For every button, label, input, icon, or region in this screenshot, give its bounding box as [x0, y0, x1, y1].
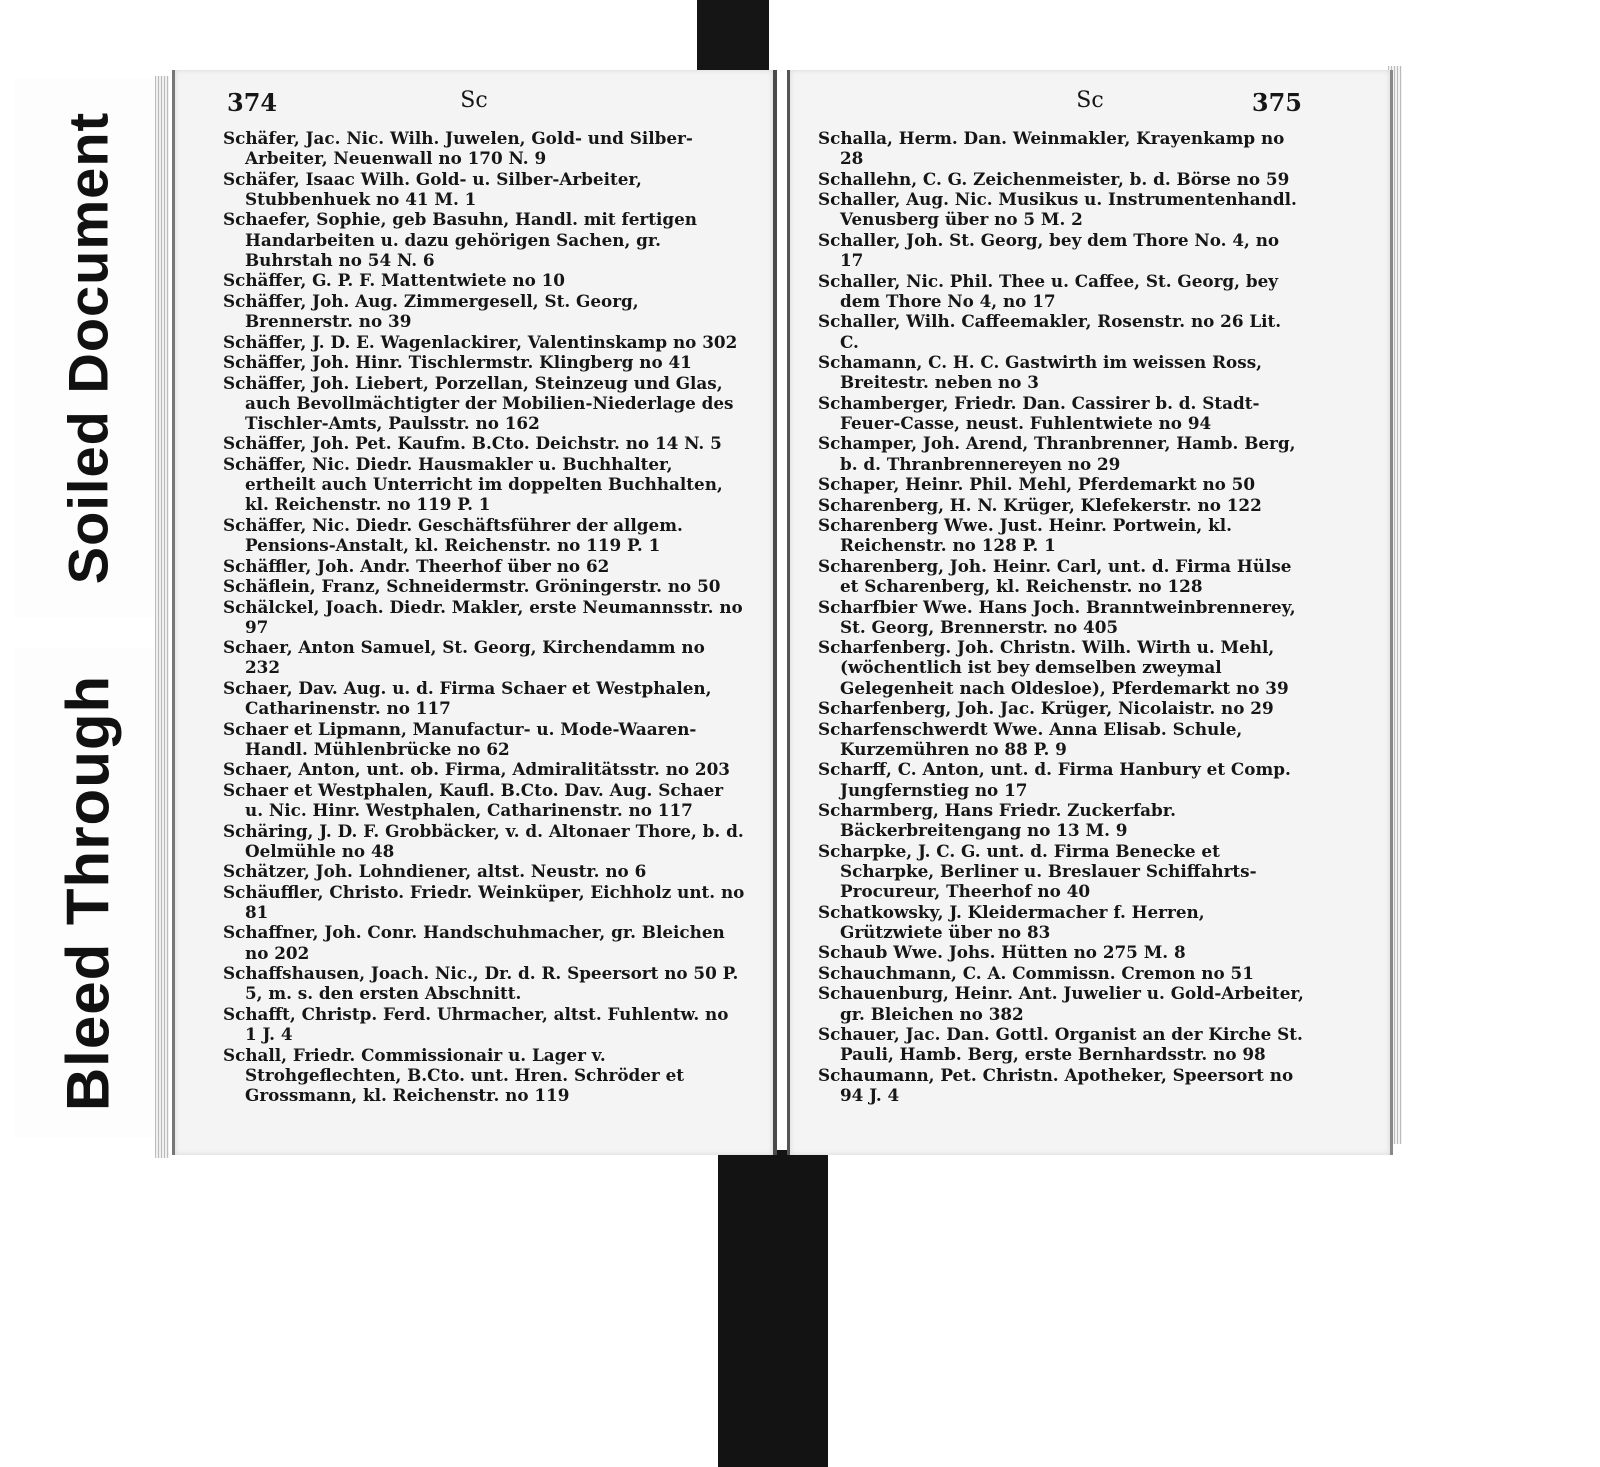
- directory-entry: Schaller, Aug. Nic. Musikus u. Instrumentenhandl. Venusberg über no 5 M. 2: [818, 189, 1297, 230]
- directory-entry: Schamper, Joh. Arend, Thranbrenner, Hamb. Berg, b. d. Thranbrennereyen no 29: [818, 433, 1296, 474]
- right-page-header: [790, 88, 1390, 128]
- binding-strip-top: [697, 0, 769, 74]
- directory-entry: Schaer, Anton, unt. ob. Firma, Admiralitätsstr. no 203: [223, 759, 730, 780]
- directory-entry: Schäffer, Joh. Aug. Zimmergesell, St. Georg, Brennerstr. no 39: [223, 290, 639, 332]
- directory-entry: Schaumann, Pet. Christn. Apotheker, Speersort no 94 J. 4: [818, 1064, 1294, 1105]
- directory-entry: Schätzer, Joh. Lohndiener, altst. Neustr. no 6: [223, 861, 647, 882]
- directory-entry: Schaer et Lipmann, Manufactur- u. Mode-Waaren-Handl. Mühlenbrücke no 62: [223, 718, 697, 759]
- soiled-document-label: Soiled Document: [56, 111, 120, 585]
- directory-entry: Schafft, Christp. Ferd. Uhrmacher, altst. Fuhlentw. no 1 J. 4: [223, 1003, 729, 1045]
- directory-entry: Schäflein, Franz, Schneidermstr. Gröningerstr. no 50: [223, 576, 721, 597]
- right-page-number: 375: [1251, 88, 1302, 117]
- directory-entry: Schaller, Joh. St. Georg, bey dem Thore No. 4, no 17: [818, 229, 1280, 271]
- directory-entry: Schaper, Heinr. Phil. Mehl, Pferdemarkt no 50: [818, 474, 1256, 495]
- directory-entry: Schauchmann, C. A. Commissn. Cremon no 51: [818, 962, 1254, 983]
- left-page: [172, 70, 777, 1155]
- right-running-head: Sc: [1076, 88, 1104, 113]
- directory-entry: Schauenburg, Heinr. Ant. Juwelier u. Gold-Arbeiter, gr. Bleichen no 382: [818, 983, 1304, 1024]
- left-running-head: Sc: [460, 88, 488, 113]
- left-page-number: 374: [227, 88, 278, 117]
- directory-entry: Scharfenberg, Joh. Jac. Krüger, Nicolaistr. no 29: [818, 698, 1274, 719]
- directory-entry: Schaffshausen, Joach. Nic., Dr. d. R. Speersort no 50 P. 5, m. s. den ersten Abschnitt.: [223, 963, 739, 1004]
- directory-entry: Schaub Wwe. Johs. Hütten no 275 M. 8: [818, 942, 1186, 963]
- directory-entry: Scharfenschwerdt Wwe. Anna Elisab. Schule, Kurzemühren no 88 P. 9: [818, 718, 1243, 759]
- directory-entry: Schaer, Dav. Aug. u. d. Firma Schaer et Westphalen, Catharinenstr. no 117: [223, 677, 712, 719]
- directory-entry: Schalla, Herm. Dan. Weinmakler, Krayenkamp no 28: [818, 128, 1285, 169]
- bleed-through-label: Bleed Through: [54, 674, 122, 1112]
- directory-entry: Schäffer, Joh. Pet. Kaufm. B.Cto. Deichstr. no 14 N. 5: [223, 433, 722, 454]
- directory-entry: Schaer et Westphalen, Kaufl. B.Cto. Dav. Aug. Schaer u. Nic. Hinr. Westphalen, Catharinenstr. no 117: [223, 779, 724, 821]
- directory-entry: Schäffer, Joh. Liebert, Porzellan, Steinzeug und Glas, auch Bevollmächtigter der Mobilien-Niederlage des Tischler-Amts, Paulsstr. no 162: [223, 372, 734, 433]
- directory-entry: Schäuffler, Christo. Friedr. Weinküper, Eichholz unt. no 81: [223, 881, 745, 922]
- directory-entry: Schamann, C. H. C. Gastwirth im weissen Ross, Breitestr. neben no 3: [818, 352, 1262, 393]
- directory-entry: Schallehn, C. G. Zeichenmeister, b. d. Börse no 59: [818, 168, 1290, 189]
- directory-entry: Schäffer, Nic. Diedr. Hausmakler u. Buchhalter, ertheilt auch Unterricht im doppelten Buchhalten, kl. Reichenstr. no 119 P. 1: [223, 453, 723, 515]
- page-stack-edge-left: [155, 76, 169, 1158]
- directory-entry: Schamberger, Friedr. Dan. Cassirer b. d. Stadt-Feuer-Casse, neust. Fuhlentwiete no 94: [818, 392, 1260, 433]
- directory-entry: Schäring, J. D. F. Grobbäcker, v. d. Altonaer Thore, b. d. Oelmühle no 48: [223, 820, 744, 861]
- directory-entry: Scharenberg, H. N. Krüger, Klefekerstr. no 122: [818, 494, 1262, 515]
- directory-entry: Schaller, Nic. Phil. Thee u. Caffee, St. Georg, bey dem Thore No 4, no 17: [818, 270, 1279, 311]
- directory-entry: Schäfer, Isaac Wilh. Gold- u. Silber-Arbeiter, Stubbenhuek no 41 M. 1: [223, 168, 642, 209]
- directory-entry: Scharfenberg. Joh. Christn. Wilh. Wirth u. Mehl, (wöchentlich ist bey demselben zweymal Gelegenheit nach Oldesloe), Pferdemarkt no 39: [818, 637, 1289, 698]
- directory-entry: Schäffer, J. D. E. Wagenlackirer, Valentinskamp no 302: [223, 331, 738, 352]
- soiled-document-label-card: [14, 78, 162, 618]
- directory-entry: Schäffer, Nic. Diedr. Geschäftsführer der allgem. Pensions-Anstalt, kl. Reichenstr. no 119 P. 1: [223, 514, 683, 556]
- directory-entry: Schäffer, Joh. Hinr. Tischlermstr. Klingberg no 41: [223, 352, 692, 373]
- binding-strip-bottom: [718, 1150, 828, 1467]
- bleed-through-label-card: [14, 648, 162, 1138]
- directory-entry: Scharenberg, Joh. Heinr. Carl, unt. d. Firma Hülse et Scharenberg, kl. Reichenstr. no 128: [818, 555, 1292, 597]
- directory-entry: Schall, Friedr. Commissionair u. Lager v. Strohgeflechten, B.Cto. unt. Hren. Schröder et Grossmann, kl. Reichenstr. no 119: [223, 1044, 685, 1105]
- directory-entry: Schatkowsky, J. Kleidermacher f. Herren, Grützwiete über no 83: [818, 901, 1205, 942]
- left-page-header: [175, 88, 773, 128]
- directory-entry: Scharff, C. Anton, unt. d. Firma Hanbury et Comp. Jungfernstieg no 17: [818, 759, 1291, 800]
- directory-entry: Schäfer, Jac. Nic. Wilh. Juwelen, Gold- und Silber-Arbeiter, Neuenwall no 170 N. 9: [223, 128, 693, 169]
- directory-entry: Scharmberg, Hans Friedr. Zuckerfabr. Bäckerbreitengang no 13 M. 9: [818, 800, 1176, 841]
- directory-entry: Scharpke, J. C. G. unt. d. Firma Benecke et Scharpke, Berliner u. Breslauer Schiffahrts-Procureur, Theerhof no 40: [818, 840, 1257, 902]
- left-directory-entries: [223, 128, 745, 1105]
- right-page: [787, 70, 1393, 1155]
- directory-entry: Schäffer, G. P. F. Mattentwiete no 10: [223, 270, 565, 291]
- directory-entry: Schauer, Jac. Dan. Gottl. Organist an der Kirche St. Pauli, Hamb. Berg, erste Bernhardsstr. no 98: [818, 1024, 1303, 1065]
- directory-entry: Schaer, Anton Samuel, St. Georg, Kirchendamm no 232: [223, 637, 705, 678]
- directory-entry: Schaffner, Joh. Conr. Handschuhmacher, gr. Bleichen no 202: [223, 922, 725, 963]
- directory-entry: Scharenberg Wwe. Just. Heinr. Portwein, kl. Reichenstr. no 128 P. 1: [818, 515, 1232, 556]
- directory-entry: Schaller, Wilh. Caffeemakler, Rosenstr. no 26 Lit. C.: [818, 311, 1282, 352]
- directory-entry: Schälckel, Joach. Diedr. Makler, erste Neumannsstr. no 97: [223, 596, 743, 637]
- directory-entry: Schäffler, Joh. Andr. Theerhof über no 62: [223, 555, 610, 576]
- right-directory-entries: [818, 128, 1304, 1105]
- directory-entry: Scharfbier Wwe. Hans Joch. Branntweinbrennerey, St. Georg, Brennerstr. no 405: [818, 596, 1296, 637]
- directory-entry: Schaefer, Sophie, geb Basuhn, Handl. mit fertigen Handarbeiten u. dazu gehörigen Sachen, gr. Buhrstah no 54 N. 6: [223, 209, 697, 270]
